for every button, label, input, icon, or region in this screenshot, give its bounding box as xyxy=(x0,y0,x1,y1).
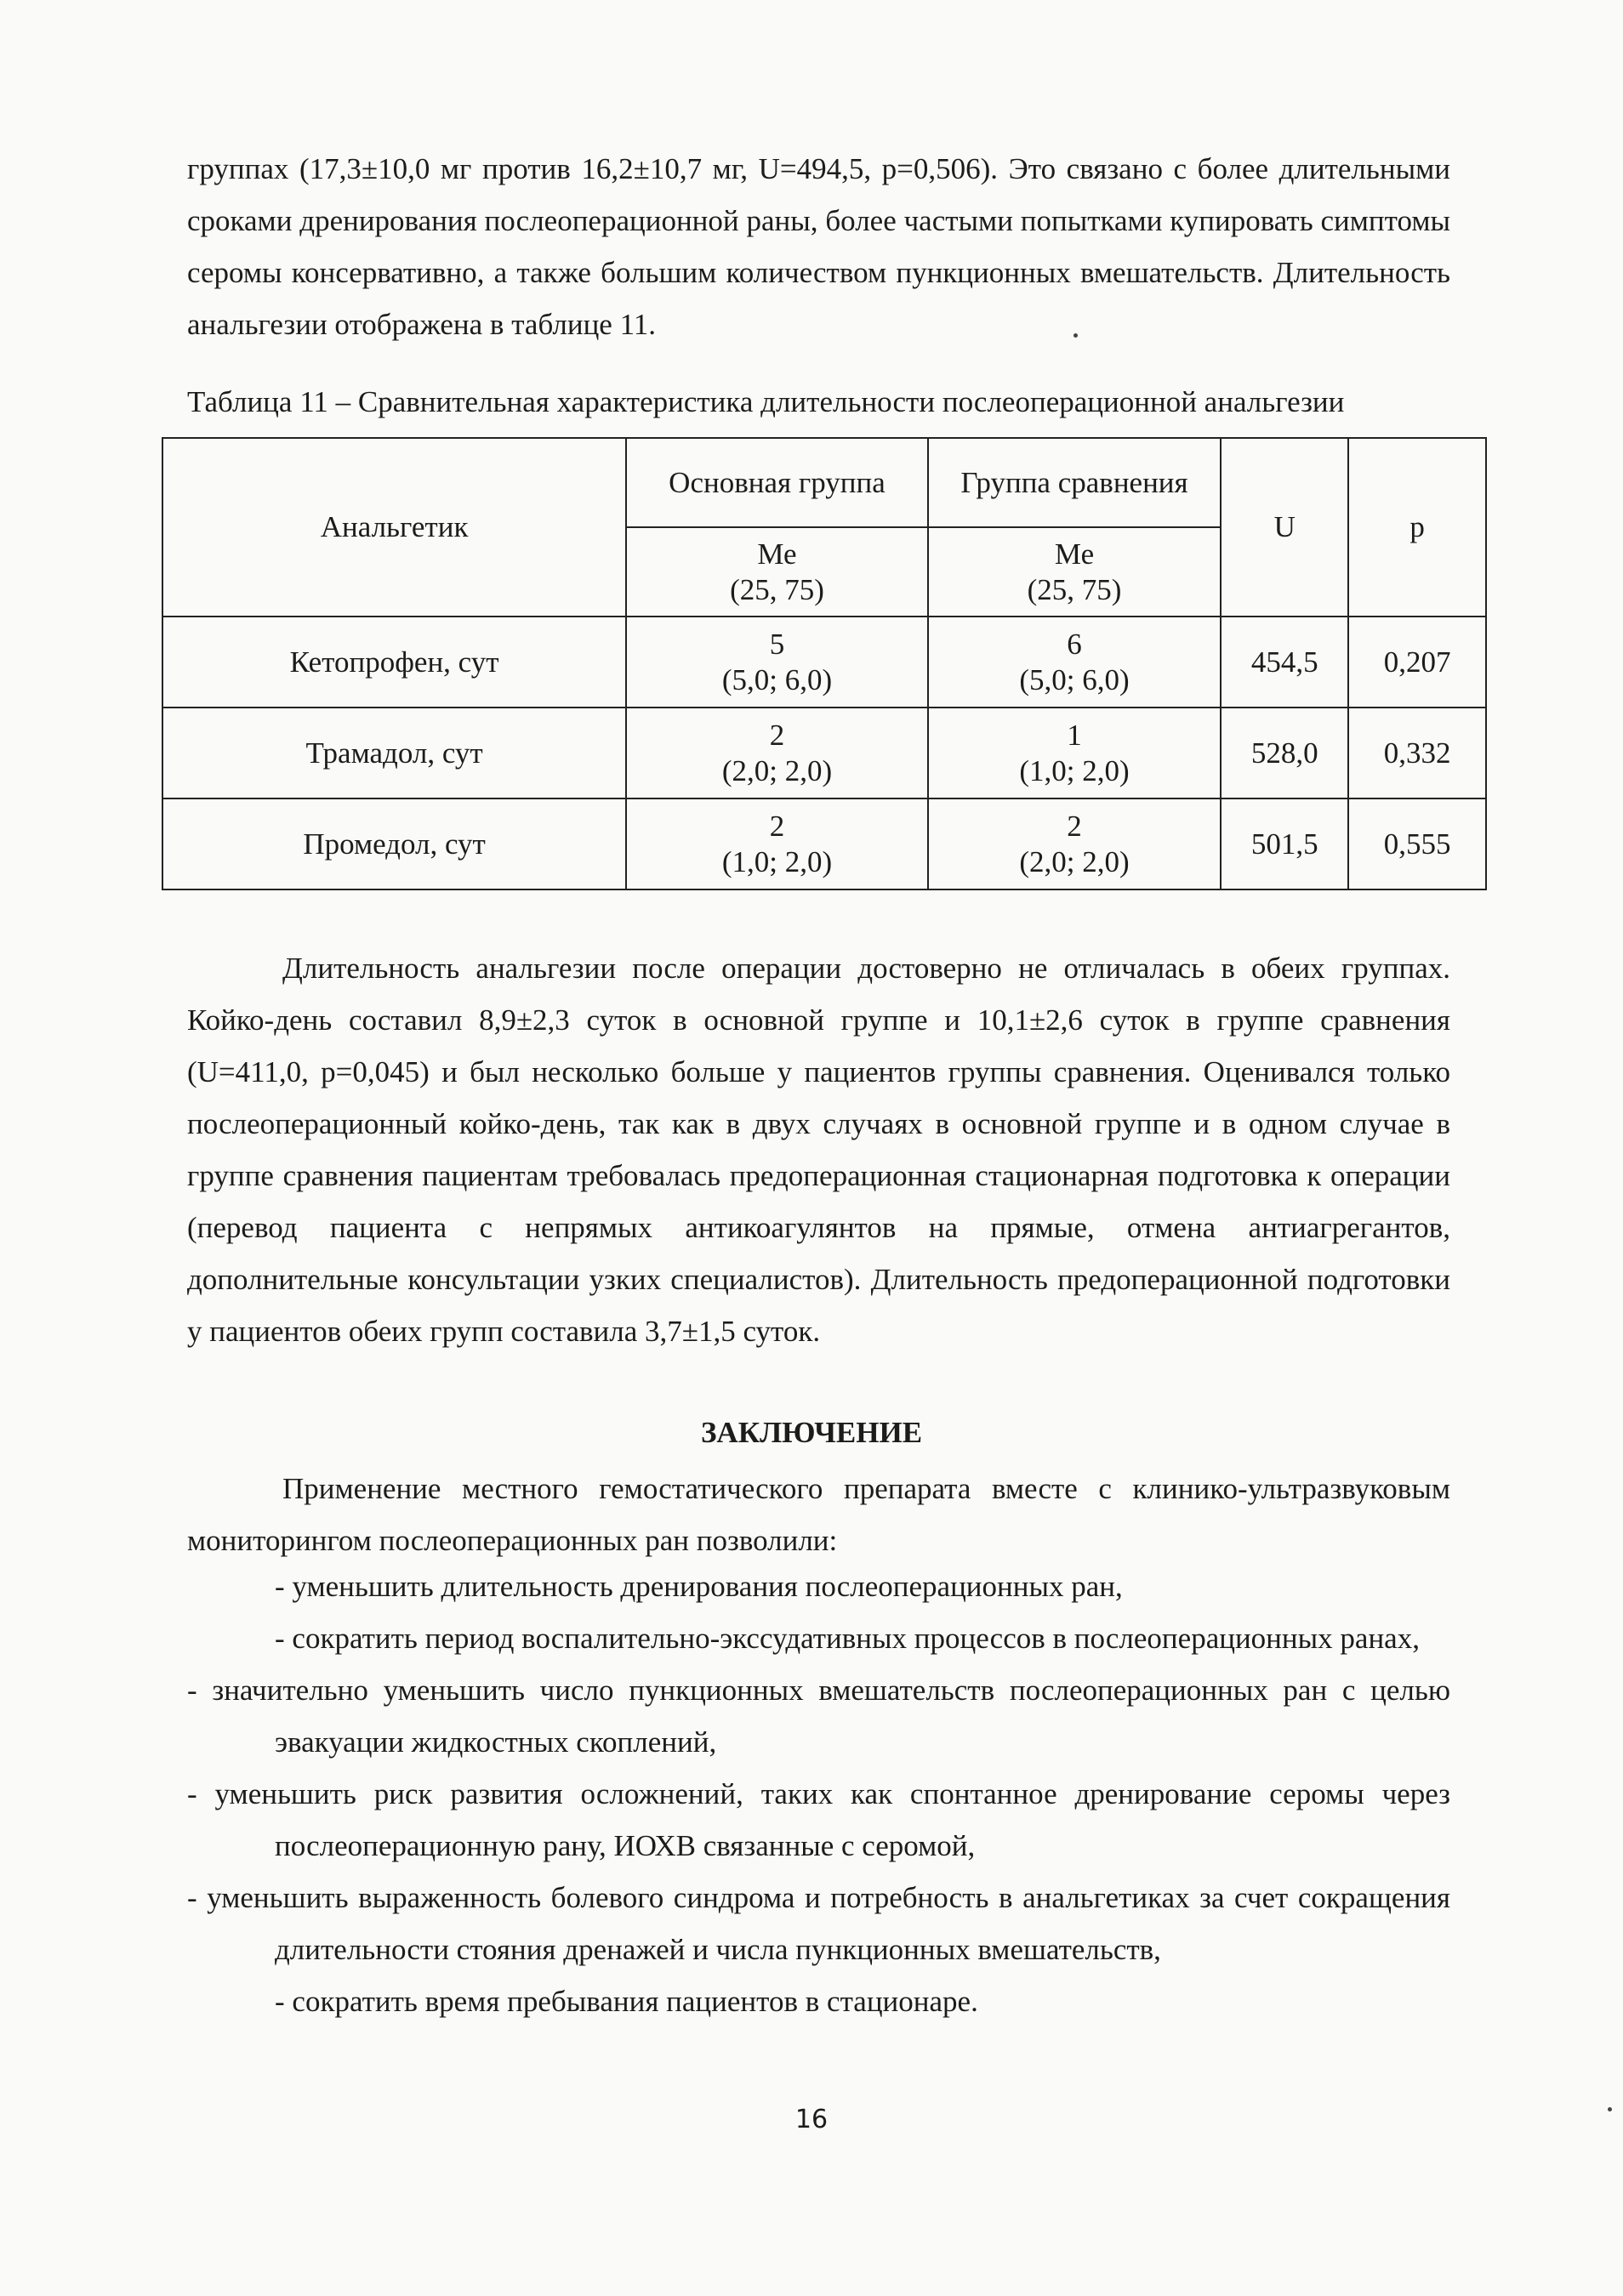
row-main-quartiles: (1,0; 2,0) xyxy=(721,844,833,878)
paragraph-bed-days: Длительность анальгезии после операции достоверно не отличалась в обеих группах. Койко-день составил 8,9±2,3 суток в основной группе и 10,1±2,6 суток в группе сравнения (U=411,0, p=0,045) и был несколько больше у пациентов группы сравнения. Оценивался только послеоперационный койко-день, так как в двух случаях в основной группе и в одном случае в группе сравнения пациентам требовалась предоперационная стационарная подготовка к операции (перевод пациента с непрямых антикоагулянтов на прямые, отмена антиагрегантов, дополнительные консультации узких специалистов). Длительность предоперационной подготовки у пациентов обеих групп составила 3,7±1,5 суток. xyxy=(187,952,1450,1348)
conclusion-heading: ЗАКЛЮЧЕНИЕ xyxy=(700,1416,923,1449)
row-main-quartiles: (5,0; 6,0) xyxy=(721,662,833,696)
row-main-value xyxy=(626,708,928,798)
paragraph-analgesic-intro: группах (17,3±10,0 мг против 16,2±10,7 мг, U=494,5, p=0,506). Это связано с более длительными сроками дренирования послеоперационной раны, более частыми попытками купировать симптомы серомы консервативно, а также большим количеством пункционных вмешательств. Длительность анальгезии отображена в таблице 11. xyxy=(187,152,1450,341)
table-header-row xyxy=(162,438,1486,527)
conclusion-item: - сократить время пребывания пациентов в стационаре. xyxy=(275,1985,978,2018)
subheader-main xyxy=(626,527,928,617)
subheader-main-me: Ме xyxy=(757,537,797,571)
row-main-quartiles: (2,0; 2,0) xyxy=(721,753,833,787)
row-main-value xyxy=(626,798,928,889)
page-number: 16 xyxy=(794,2105,829,2134)
row-p: 0,555 xyxy=(1348,798,1486,889)
row-u: 501,5 xyxy=(1221,798,1348,889)
row-comparison-value xyxy=(928,617,1222,708)
table-caption: Таблица 11 – Сравнительная характеристика длительности послеоперационной анальгезии xyxy=(187,385,1345,418)
row-u: 528,0 xyxy=(1221,708,1348,798)
row-comparison-value xyxy=(928,708,1222,798)
row-analgesic-name: Промедол, сут xyxy=(162,798,626,889)
header-p: p xyxy=(1348,438,1486,617)
header-main-group: Основная группа xyxy=(626,438,928,527)
conclusion-intro: Применение местного гемостатического препарата вместе с клинико-ультразвуковым мониторингом послеоперационных ран позволили: xyxy=(187,1472,1450,1557)
conclusion-item: - уменьшить выраженность болевого синдрома и потребность в анальгетиках за счет сокращения длительности стояния дренажей и числа пункционных вмешательств, xyxy=(187,1881,1450,1966)
conclusion-item: - значительно уменьшить число пункционных вмешательств послеоперационных ран с целью эвакуации жидкостных скоплений, xyxy=(187,1674,1450,1759)
table-row xyxy=(162,617,1486,708)
row-comparison-me: 2 xyxy=(1067,809,1082,843)
subheader-main-quartiles: (25, 75) xyxy=(730,572,824,606)
row-comparison-quartiles: (5,0; 6,0) xyxy=(1019,662,1130,696)
row-u: 454,5 xyxy=(1221,617,1348,708)
row-comparison-quartiles: (1,0; 2,0) xyxy=(1019,753,1130,787)
row-main-me: 2 xyxy=(769,809,785,843)
subheader-comparison xyxy=(928,527,1222,617)
conclusion-item: - уменьшить риск развития осложнений, таких как спонтанное дренирование серомы через послеоперационную рану, ИОХВ связанные с серомой, xyxy=(187,1777,1450,1862)
subheader-comparison-me: Ме xyxy=(1054,537,1095,571)
row-main-me: 5 xyxy=(769,627,785,661)
header-analgesic: Анальгетик xyxy=(162,438,626,617)
header-u: U xyxy=(1221,438,1348,617)
scan-speck xyxy=(1608,2107,1612,2111)
row-main-me: 2 xyxy=(769,718,785,752)
header-comparison-group: Группа сравнения xyxy=(928,438,1222,527)
row-comparison-me: 1 xyxy=(1067,718,1082,752)
scan-speck xyxy=(1073,333,1078,338)
row-comparison-me: 6 xyxy=(1067,627,1082,661)
row-analgesic-name: Трамадол, сут xyxy=(162,708,626,798)
row-comparison-quartiles: (2,0; 2,0) xyxy=(1019,844,1130,878)
conclusion-item: - сократить период воспалительно-экссудативных процессов в послеоперационных ранах, xyxy=(275,1622,1420,1655)
table-row xyxy=(162,708,1486,798)
analgesia-table xyxy=(162,437,1487,890)
row-p: 0,207 xyxy=(1348,617,1486,708)
row-p: 0,332 xyxy=(1348,708,1486,798)
row-analgesic-name: Кетопрофен, сут xyxy=(162,617,626,708)
subheader-comparison-quartiles: (25, 75) xyxy=(1027,572,1122,606)
row-comparison-value xyxy=(928,798,1222,889)
table-row xyxy=(162,798,1486,889)
conclusion-item: - уменьшить длительность дренирования послеоперационных ран, xyxy=(275,1570,1123,1603)
row-main-value xyxy=(626,617,928,708)
